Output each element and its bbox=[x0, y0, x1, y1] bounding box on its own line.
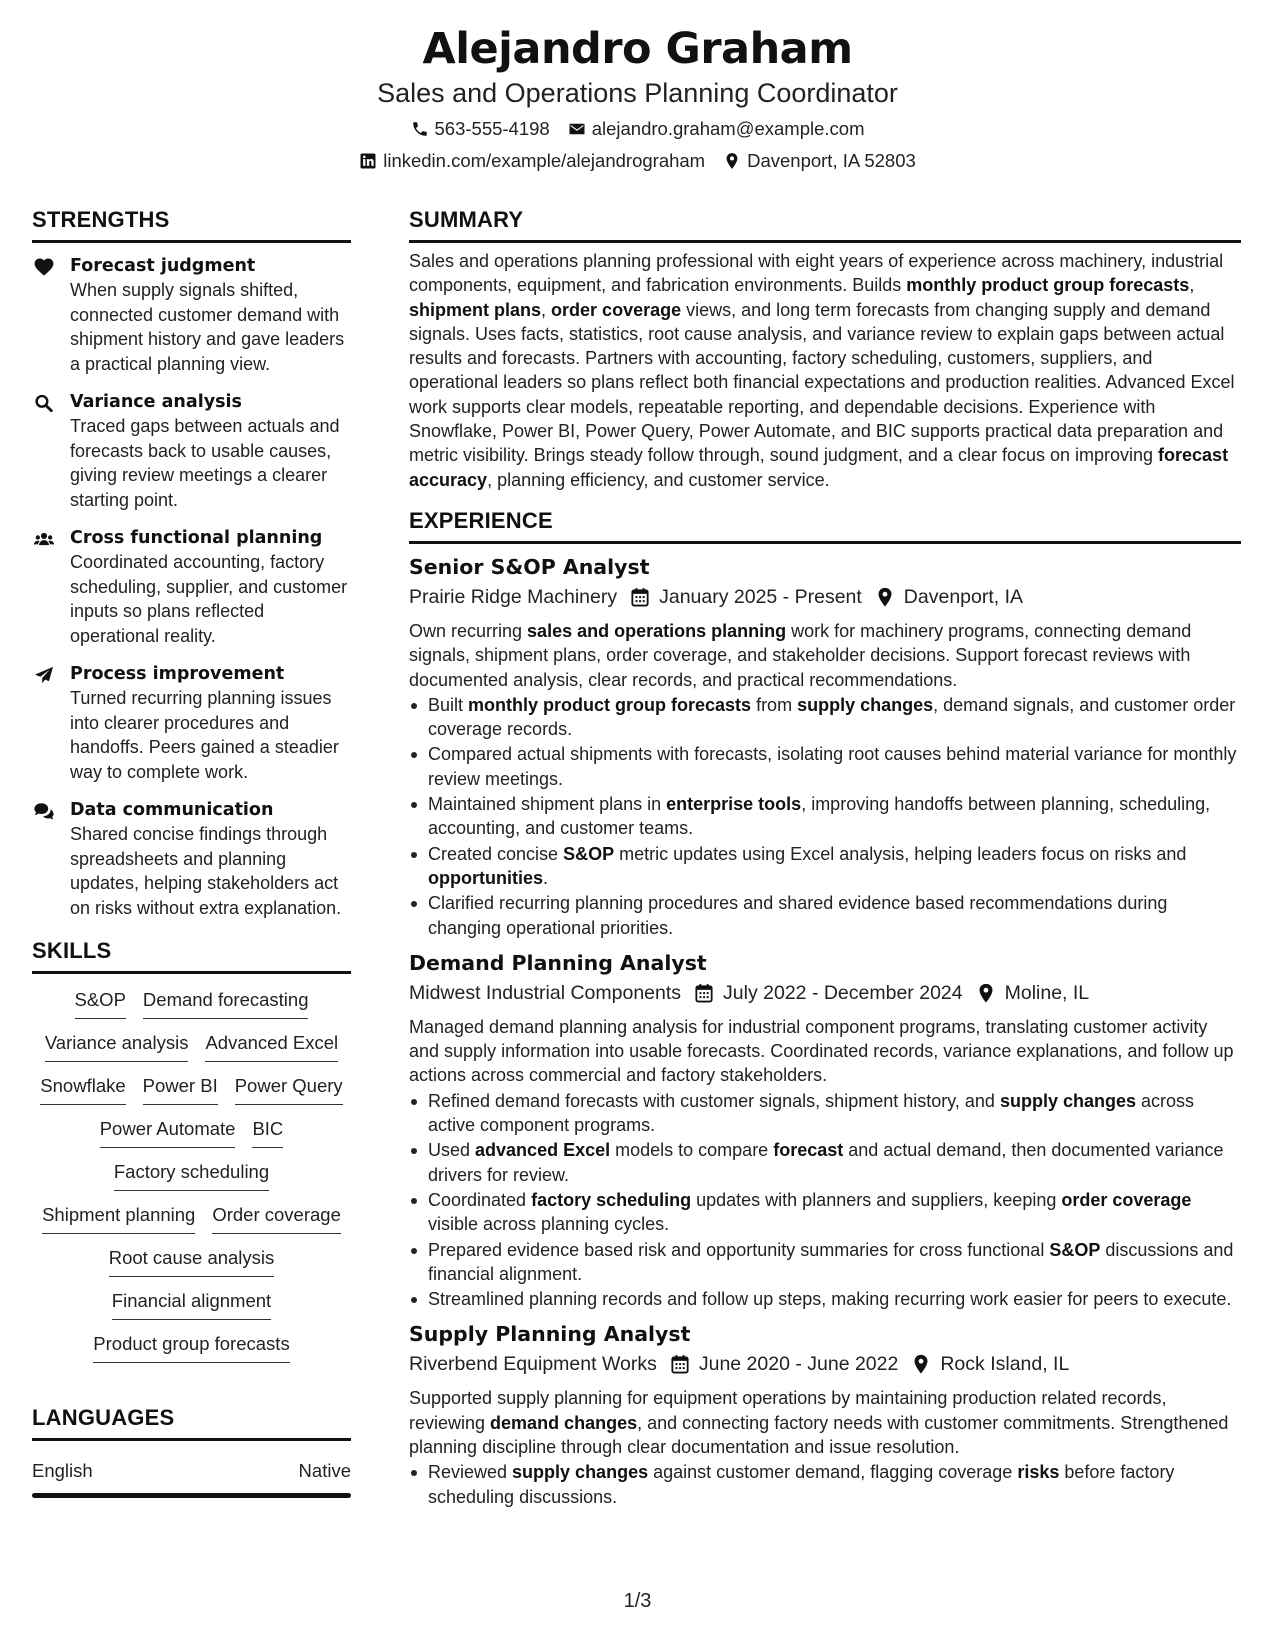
text-run: , bbox=[1189, 275, 1195, 296]
skill-tag: Demand forecasting bbox=[143, 988, 309, 1019]
languages-heading: LANGUAGES bbox=[32, 1403, 351, 1441]
calendar-icon bbox=[695, 983, 713, 1003]
contact-phone bbox=[411, 116, 550, 142]
text-run: across active component programs. bbox=[428, 1090, 1195, 1136]
text-run: from bbox=[751, 694, 798, 715]
text-run: Used bbox=[428, 1140, 476, 1161]
strength-text: Turned recurring planning issues into clearer procedures and handoffs. Peers gained a steadier way to complete work. bbox=[70, 688, 339, 782]
bold-text: monthly product group forecasts bbox=[906, 275, 1190, 296]
skill-tag: Variance analysis bbox=[45, 1031, 189, 1062]
job-meta bbox=[409, 979, 1241, 1007]
text-run: before factory scheduling discussions. bbox=[428, 1462, 1175, 1507]
contact-location bbox=[723, 148, 916, 174]
skill-tag: Advanced Excel bbox=[205, 1031, 338, 1062]
bold-text: forecast bbox=[773, 1140, 844, 1161]
heart-icon bbox=[32, 254, 70, 376]
skill-tag: Financial alignment bbox=[112, 1289, 271, 1320]
skills-section bbox=[32, 936, 351, 1363]
strength-item bbox=[32, 662, 351, 784]
bold-text: sales and operations planning bbox=[527, 620, 787, 641]
job-entry bbox=[409, 948, 1241, 1312]
experience-section bbox=[409, 506, 1241, 1509]
text-run: Own recurring bbox=[409, 620, 528, 641]
languages-section bbox=[32, 1403, 351, 1498]
company-name: Prairie Ridge Machinery bbox=[409, 585, 618, 608]
paper-plane-icon bbox=[32, 662, 70, 784]
text-run: , improving handoffs between planning, scheduling, accounting, and customer teams. bbox=[428, 794, 1211, 839]
strength-title: Process improvement bbox=[70, 664, 285, 684]
job-title: Senior S&OP Analyst bbox=[409, 554, 650, 579]
text-run: Maintained shipment plans in bbox=[428, 794, 667, 815]
skill-tag: Snowflake bbox=[40, 1074, 125, 1105]
strength-body bbox=[70, 254, 351, 376]
bold-text: shipment plans bbox=[409, 299, 542, 320]
bullet-item bbox=[409, 1460, 1241, 1509]
contact-row-1 bbox=[0, 116, 1275, 142]
bullet-item bbox=[409, 1089, 1241, 1138]
text-run: , and connecting factory needs with customer commitments. Strengthened planning discipline through clear documentation and issue resolution. bbox=[409, 1412, 1229, 1457]
text-run: Refined demand forecasts with customer signals, shipment history, and bbox=[428, 1090, 1000, 1111]
strength-body bbox=[70, 390, 351, 512]
text-run: , planning efficiency, and customer service. bbox=[487, 469, 830, 490]
strength-title: Forecast judgment bbox=[70, 256, 256, 276]
job-entry bbox=[409, 552, 1241, 940]
strength-text: Coordinated accounting, factory scheduling, supplier, and customer inputs so plans reflected operational reality. bbox=[70, 552, 348, 646]
contact-linkedin[interactable] bbox=[359, 148, 705, 174]
bold-text: supply changes bbox=[797, 694, 934, 715]
strength-title: Variance analysis bbox=[70, 392, 242, 412]
text-run: updates with planners and suppliers, keeping bbox=[691, 1189, 1062, 1210]
job-bullets bbox=[409, 1460, 1241, 1509]
text-run: Created concise bbox=[428, 843, 564, 864]
job-location: Rock Island, IL bbox=[940, 1353, 1070, 1376]
job-location: Moline, IL bbox=[1004, 981, 1090, 1004]
summary-text bbox=[409, 249, 1241, 492]
language-proficiency-bar bbox=[32, 1493, 351, 1498]
text-run: Sales and operations planning professional with eight years of experience across machinery, industrial components, equipment, and fabrication environments. Builds bbox=[409, 251, 1224, 296]
left-column bbox=[32, 205, 351, 1498]
strength-body bbox=[70, 662, 351, 784]
text-run: Coordinated bbox=[428, 1189, 532, 1210]
strength-title: Cross functional planning bbox=[70, 528, 323, 548]
skill-tag: S&OP bbox=[75, 988, 126, 1019]
job-description bbox=[409, 1386, 1241, 1459]
job-meta bbox=[409, 1350, 1241, 1378]
comments-icon bbox=[32, 798, 70, 920]
bullet-item bbox=[409, 792, 1241, 841]
text-run: against customer demand, flagging coverage bbox=[648, 1462, 1018, 1483]
bold-text: order coverage bbox=[1061, 1189, 1192, 1210]
bullet-item bbox=[409, 742, 1241, 791]
text-run: visible across planning cycles. bbox=[428, 1214, 670, 1235]
strength-text: Traced gaps between actuals and forecasts back to usable causes, giving review meetings a clearer starting point. bbox=[70, 416, 340, 510]
job-description bbox=[409, 1015, 1241, 1088]
strength-item bbox=[32, 390, 351, 512]
bullet-item bbox=[409, 693, 1241, 742]
text-run: Built bbox=[428, 694, 469, 715]
text-run: , demand signals, and customer order coverage records. bbox=[428, 694, 1236, 740]
users-icon bbox=[32, 526, 70, 648]
bold-text: monthly product group forecasts bbox=[468, 694, 752, 715]
strength-item bbox=[32, 526, 351, 648]
bold-text: advanced Excel bbox=[475, 1140, 611, 1161]
skill-tag: Power Automate bbox=[100, 1117, 236, 1148]
company-name: Riverbend Equipment Works bbox=[409, 1353, 657, 1376]
job-title: Supply Planning Analyst bbox=[409, 1322, 691, 1347]
bullet-item bbox=[409, 842, 1241, 891]
language-name: English bbox=[32, 1460, 93, 1481]
strength-item bbox=[32, 798, 351, 920]
linkedin-text[interactable]: linkedin.com/example/alejandrograham bbox=[383, 150, 706, 171]
text-run: Streamlined planning records and follow up steps, making recurring work easier for peers to execute. bbox=[428, 1289, 1232, 1310]
envelope-icon bbox=[568, 120, 586, 138]
bold-text: factory scheduling bbox=[531, 1189, 692, 1210]
strength-item bbox=[32, 254, 351, 376]
skill-tag: Power BI bbox=[143, 1074, 218, 1105]
text-run: models to compare bbox=[610, 1140, 774, 1161]
linkedin-icon bbox=[359, 152, 377, 170]
bold-text: S&OP bbox=[563, 843, 615, 864]
text-run: Managed demand planning analysis for industrial component programs, translating customer activity and supply information into usable forecasts. Coordinated records, variance explanations, and follow up actions across commercial and factory stakeholders. bbox=[409, 1016, 1234, 1086]
text-run: Compared actual shipments with forecasts, isolating root causes behind material variance for monthly review meetings. bbox=[428, 744, 1237, 789]
bold-text: forecast accuracy bbox=[409, 445, 1229, 490]
email-text[interactable]: alejandro.graham@example.com bbox=[591, 118, 865, 139]
bold-text: S&OP bbox=[1049, 1239, 1101, 1260]
strength-text: Shared concise findings through spreadsheets and planning updates, helping stakeholders act on risks without extra explanation. bbox=[70, 824, 342, 918]
job-title: Demand Planning Analyst bbox=[409, 950, 707, 975]
strength-body bbox=[70, 798, 351, 920]
text-run: . bbox=[543, 867, 549, 888]
text-run: Prepared evidence based risk and opportunity summaries for cross functional bbox=[428, 1239, 1050, 1260]
map-marker-icon bbox=[977, 983, 995, 1003]
map-marker-icon bbox=[723, 152, 741, 170]
bold-text: order coverage bbox=[551, 299, 682, 320]
phone-icon bbox=[411, 120, 429, 138]
bold-text: enterprise tools bbox=[666, 794, 802, 815]
job-description bbox=[409, 619, 1241, 692]
job-meta bbox=[409, 583, 1241, 611]
resume-header bbox=[0, 22, 1275, 174]
strength-text: When supply signals shifted, connected customer demand with shipment history and gave leaders a practical planning view. bbox=[70, 280, 345, 374]
job-bullets bbox=[409, 693, 1241, 940]
calendar-icon bbox=[671, 1354, 689, 1374]
skill-tag: Product group forecasts bbox=[93, 1332, 289, 1363]
job-dates: January 2025 - Present bbox=[659, 585, 862, 608]
strength-body bbox=[70, 526, 351, 648]
bullet-item bbox=[409, 891, 1241, 940]
page-number: 1/3 bbox=[623, 1590, 652, 1612]
job-dates: July 2022 - December 2024 bbox=[723, 981, 963, 1004]
candidate-title: Sales and Operations Planning Coordinator bbox=[377, 78, 898, 108]
bold-text: supply changes bbox=[512, 1462, 649, 1483]
bold-text: opportunities bbox=[428, 867, 543, 888]
skill-tag: Order coverage bbox=[212, 1203, 341, 1234]
map-marker-icon bbox=[912, 1354, 930, 1374]
text-run: and actual demand, then documented variance drivers for review. bbox=[428, 1140, 1224, 1185]
skill-tag: BIC bbox=[252, 1117, 283, 1148]
location-text: Davenport, IA 52803 bbox=[747, 150, 916, 171]
map-marker-icon bbox=[876, 587, 894, 607]
job-bullets bbox=[409, 1089, 1241, 1312]
contact-row-2 bbox=[0, 148, 1275, 174]
candidate-name: Alejandro Graham bbox=[422, 24, 853, 74]
bullet-item bbox=[409, 1287, 1241, 1311]
skill-tag: Factory scheduling bbox=[114, 1160, 269, 1191]
phone-text: 563-555-4198 bbox=[434, 118, 550, 139]
strength-title: Data communication bbox=[70, 800, 274, 820]
text-run: , bbox=[541, 299, 552, 320]
skills-list bbox=[32, 988, 351, 1363]
right-column bbox=[409, 205, 1241, 1509]
job-dates: June 2020 - June 2022 bbox=[698, 1353, 899, 1376]
company-name: Midwest Industrial Components bbox=[409, 981, 682, 1004]
bullet-item bbox=[409, 1188, 1241, 1237]
skill-tag: Root cause analysis bbox=[109, 1246, 275, 1277]
strengths-heading: STRENGTHS bbox=[32, 205, 351, 243]
contact-email[interactable] bbox=[568, 116, 865, 142]
text-run: metric updates using Excel analysis, helping leaders focus on risks and bbox=[614, 843, 1187, 864]
text-run: work for machinery programs, connecting demand signals, shipment plans, order coverage, and stakeholder decisions. Support forecast reviews with documented analysis, clear records, and practical recommendations. bbox=[409, 620, 1192, 690]
language-level: Native bbox=[298, 1460, 351, 1481]
calendar-icon bbox=[631, 587, 649, 607]
job-location: Davenport, IA bbox=[903, 585, 1024, 608]
language-row bbox=[32, 1459, 351, 1483]
summary-heading: SUMMARY bbox=[409, 205, 1241, 243]
text-run: Supported supply planning for equipment operations by maintaining production related records, reviewing bbox=[409, 1388, 1167, 1433]
text-run: discussions and financial alignment. bbox=[428, 1239, 1234, 1284]
text-run: views, and long term forecasts from changing supply and demand signals. Uses facts, statistics, root cause analysis, and variance review to explain gaps between actual results and forecasts. Partners with accounting, factory scheduling, customers, suppliers, and operational leaders so plans reflect both financial expectations and production realities. Advanced Excel work supports clear models, repeatable reporting, and dependable decisions. Experience with Snowflake, Power BI, Power Query, Power Automate, and BIC supports practical data preparation and metric visibility. Brings steady follow through, sound judgment, and a clear focus on improving bbox=[409, 299, 1235, 466]
search-icon bbox=[32, 390, 70, 512]
strengths-list bbox=[32, 254, 351, 920]
job-entry bbox=[409, 1319, 1241, 1508]
skill-tag: Power Query bbox=[235, 1074, 343, 1105]
jobs-list bbox=[409, 552, 1241, 1509]
bold-text: demand changes bbox=[490, 1412, 638, 1433]
bullet-item bbox=[409, 1138, 1241, 1187]
bold-text: risks bbox=[1017, 1462, 1060, 1483]
skill-tag: Shipment planning bbox=[42, 1203, 195, 1234]
experience-heading: EXPERIENCE bbox=[409, 506, 1241, 544]
bullet-item bbox=[409, 1238, 1241, 1287]
text-run: Clarified recurring planning procedures and shared evidence based recommendations during changing operational priorities. bbox=[428, 893, 1168, 938]
skills-heading: SKILLS bbox=[32, 936, 351, 974]
text-run: Reviewed bbox=[428, 1462, 513, 1483]
bold-text: supply changes bbox=[999, 1090, 1136, 1111]
